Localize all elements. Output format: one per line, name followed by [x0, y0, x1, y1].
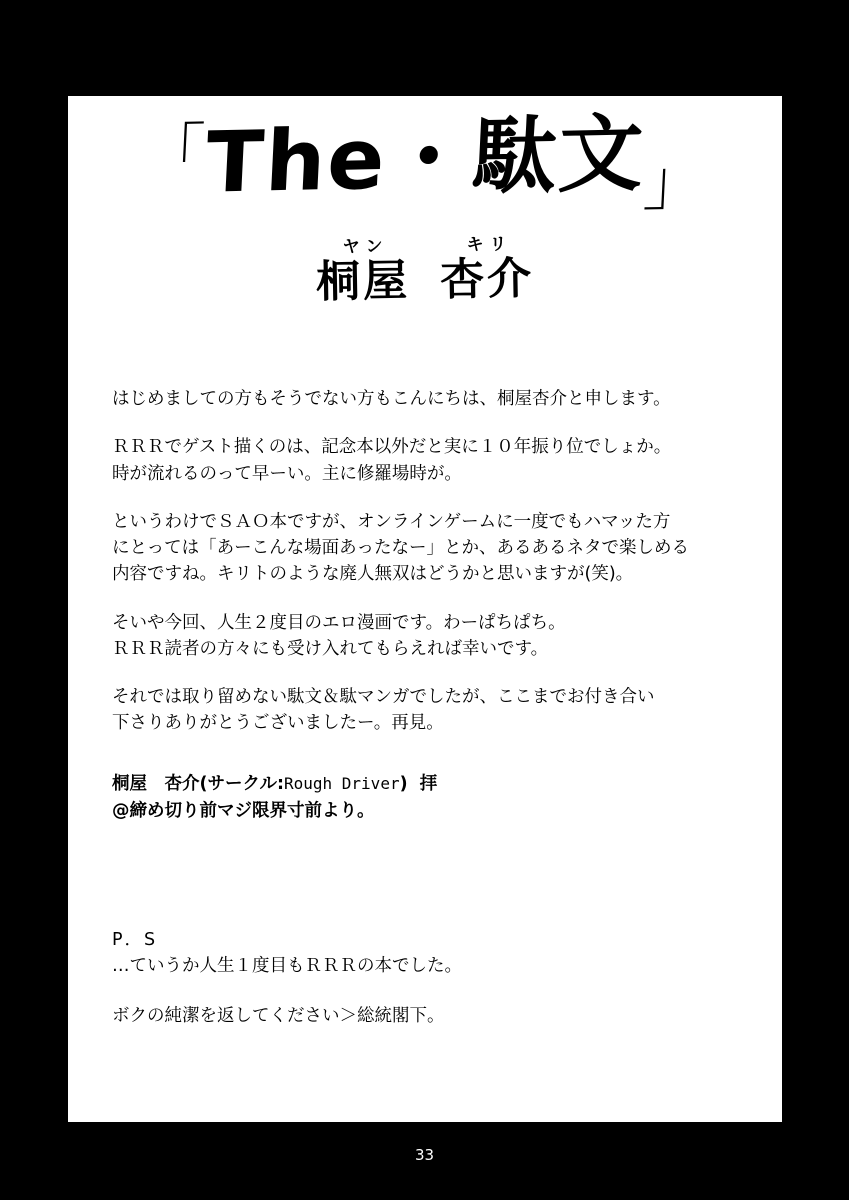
paragraph-line: 時が流れるのって早ーい。主に修羅場時が。 — [112, 463, 462, 484]
author-surname: 桐屋 — [315, 255, 411, 308]
page-title — [139, 104, 711, 226]
paragraph — [112, 509, 752, 588]
paragraph-line: そいや今回、人生２度目のエロ漫画です。わーぱちぱち。 — [112, 612, 566, 633]
title-bracket-close: 」 — [641, 145, 710, 220]
paragraph-line: それでは取り留めない駄文＆駄マンガでしたが、ここまでお付き合い — [112, 687, 655, 707]
paragraph — [112, 610, 752, 663]
signature-circle-name: Rough Driver — [283, 773, 400, 793]
signature-note: @締め切り前マジ限界寸前より。 — [112, 800, 375, 821]
paragraph-line: にとっては「あーこんな場面あったなー」とか、あるあるネタで楽しめる — [112, 538, 689, 558]
paragraph-line: ＲＲＲでゲスト描くのは、記念本以外だと実に１０年振り位でしょか。 — [112, 437, 672, 458]
paragraph-line: はじめましての方もそうでない方もこんにちは、桐屋杏介と申します。 — [112, 389, 671, 409]
postscript-block — [112, 926, 752, 1030]
title-kanji: 駄文 — [470, 104, 648, 207]
author-surname-unit — [315, 238, 410, 306]
signature-circle-close: ) — [399, 773, 408, 794]
signature-block — [112, 771, 752, 825]
author-surname-ruby: ヤン — [342, 236, 389, 258]
signature-honorific: 拝 — [419, 773, 438, 794]
postscript-line: ボクの純潔を返してください＞総統閣下。 — [112, 1006, 445, 1027]
title-separator: ・ — [384, 108, 475, 208]
paragraph-line: ＲＲＲ読者の方々にも受け入れてもらえれば幸いです。 — [112, 638, 549, 659]
page-paper — [68, 96, 782, 1122]
signature-circle-open: (サークル: — [199, 773, 284, 794]
signature-line — [112, 771, 752, 798]
paragraph — [112, 434, 752, 487]
title-block — [68, 104, 782, 308]
title-bracket-open: 「 — [140, 115, 209, 190]
page-number: 33 — [414, 1146, 435, 1164]
signature-name: 桐屋 杏介 — [112, 773, 200, 794]
body-text — [112, 386, 752, 825]
author-givenname-ruby: キリ — [466, 234, 513, 256]
paragraph-line: 下さりありがとうございましたー。再見。 — [112, 713, 444, 734]
postscript-line: …ていうか人生１度目もＲＲＲの本でした。 — [112, 956, 462, 976]
author-givenname-unit — [439, 236, 534, 304]
paragraph-line: というわけでＳＡＯ本ですが、オンラインゲームに一度でもハマッた方 — [112, 511, 671, 532]
author-givenname: 杏介 — [439, 253, 535, 306]
paragraph — [112, 684, 752, 737]
author-signature — [67, 232, 782, 311]
title-latin: The — [203, 109, 389, 212]
postscript-label: P．S — [112, 930, 158, 950]
paragraph — [112, 386, 752, 412]
paragraph-line: 内容ですね。キリトのような廃人無双はどうかと思いますが(笑)。 — [112, 564, 634, 585]
